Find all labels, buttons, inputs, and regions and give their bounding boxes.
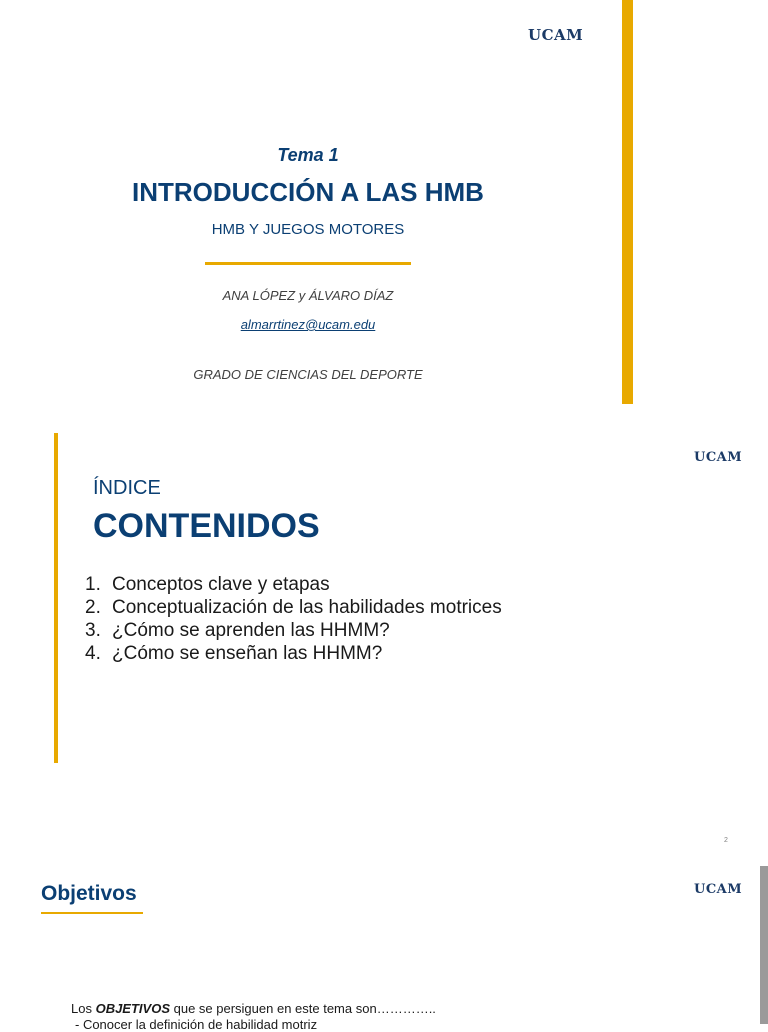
objectives-intro: [71, 1001, 436, 1016]
slide-subtitle: HMB Y JUEGOS MOTORES: [211, 221, 405, 238]
title-underline: [41, 912, 143, 914]
topic-number: Tema 1: [277, 145, 339, 165]
contents-title: CONTENIDOS: [93, 507, 320, 545]
objectives-title: Objetivos: [41, 882, 137, 905]
accent-bar: [54, 433, 58, 763]
accent-bar: [622, 0, 633, 404]
item-text: Conceptualización de las habilidades motrices: [112, 597, 502, 618]
item-number: 4.: [85, 643, 101, 664]
author-email: [0, 317, 616, 332]
intro-prefix: Los: [71, 1001, 96, 1016]
email-link[interactable]: almarrtinez@ucam.edu: [240, 317, 376, 332]
index-slide: [0, 415, 768, 855]
index-kicker: ÍNDICE: [93, 477, 161, 499]
ucam-logo: UCAM: [694, 450, 743, 465]
authors: ANA LÓPEZ y ÁLVARO DÍAZ: [222, 288, 394, 303]
item-number: 2.: [85, 597, 101, 618]
page-number: 2: [724, 837, 728, 844]
intro-keyword: OBJETIVOS: [95, 1001, 170, 1016]
list-item: [85, 642, 502, 665]
item-number: 1.: [85, 574, 101, 595]
scrollbar[interactable]: [760, 866, 768, 1024]
ucam-logo: UCAM: [528, 26, 584, 44]
contents-list: [85, 573, 502, 665]
intro-suffix: que se persiguen en este tema son…………..: [170, 1001, 436, 1016]
item-text: ¿Cómo se enseñan las HHMM?: [112, 643, 383, 664]
item-text: Conceptos clave y etapas: [112, 574, 330, 595]
objective-line: - Conocer la definición de habilidad motriz: [75, 1017, 318, 1032]
ucam-logo: UCAM: [694, 882, 743, 897]
item-number: 3.: [85, 620, 101, 641]
slide-title: INTRODUCCIÓN A LAS HMB: [132, 177, 484, 207]
list-item: [85, 596, 502, 619]
title-slide: [0, 0, 768, 405]
list-item: [85, 619, 502, 642]
degree-name: GRADO DE CIENCIAS DEL DEPORTE: [193, 367, 423, 382]
list-item: [85, 573, 502, 596]
title-underline: [205, 262, 411, 265]
item-text: ¿Cómo se aprenden las HHMM?: [112, 620, 390, 641]
objectives-slide: [0, 862, 768, 1032]
